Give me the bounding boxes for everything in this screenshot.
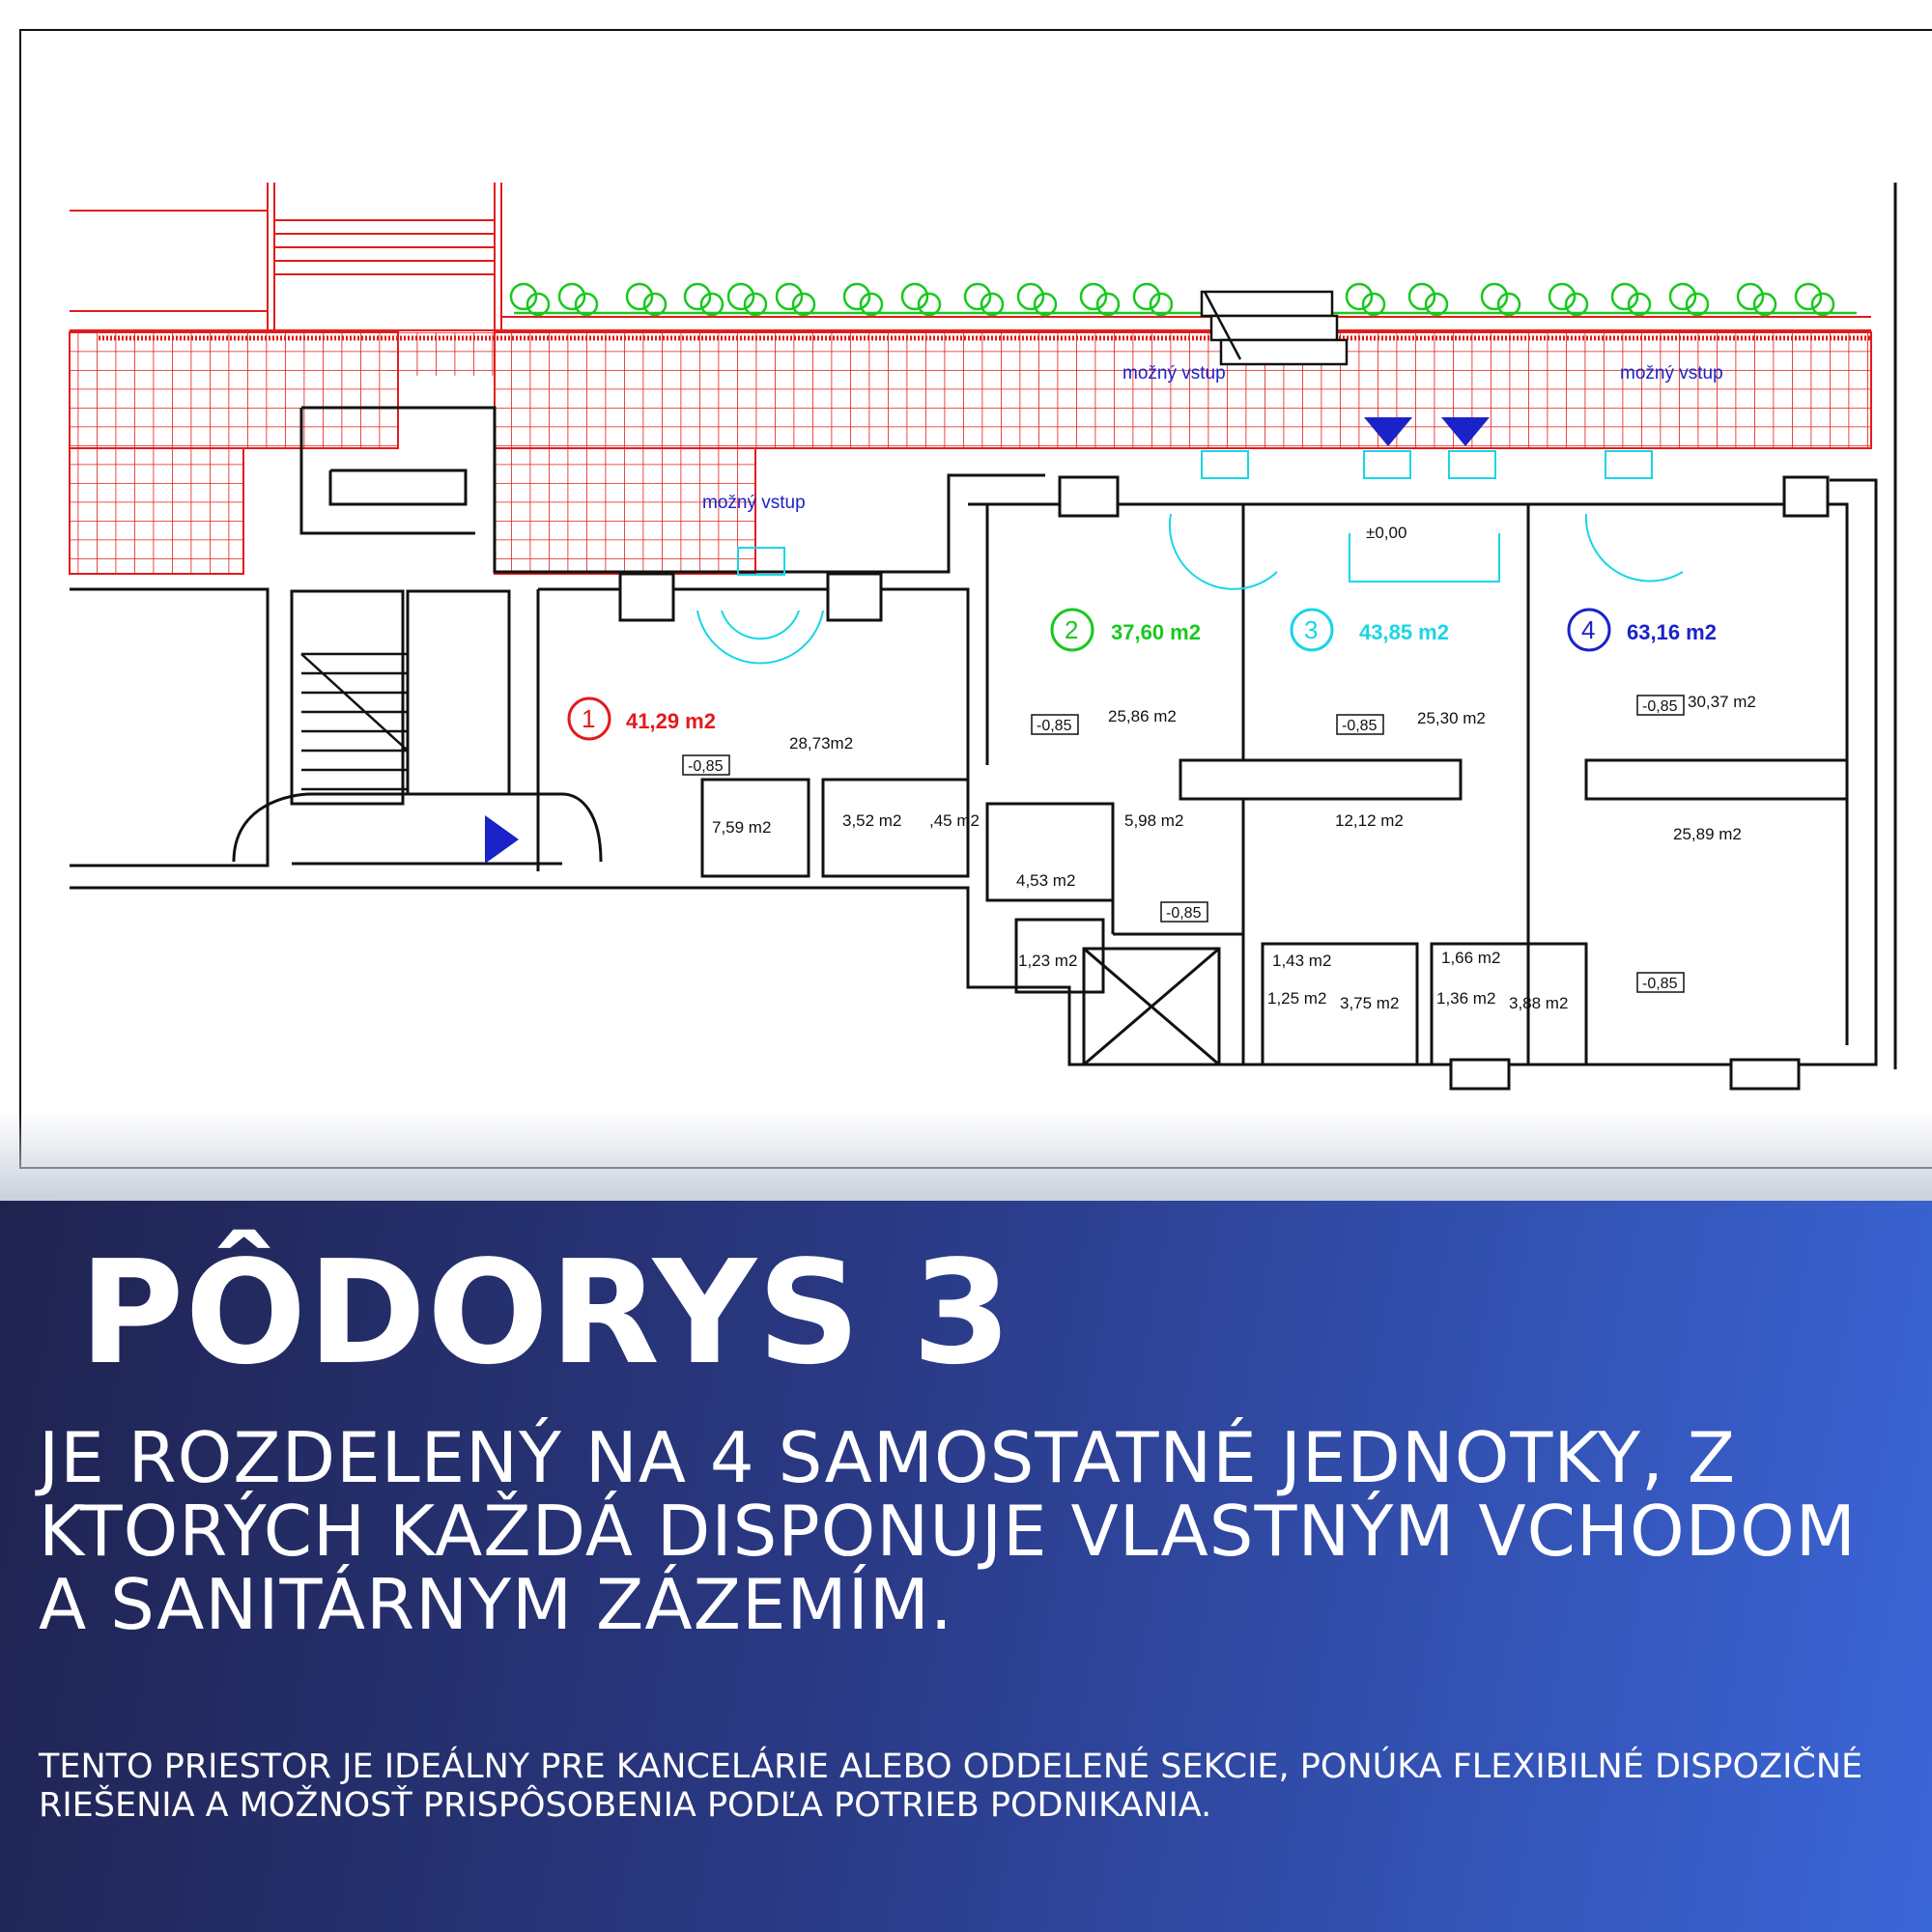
svg-text:4: 4 [1581, 615, 1596, 644]
building-walls [70, 183, 1895, 1089]
lead-text: JE ROZDELENÝ NA 4 SAMOSTATNÉ JEDNOTKY, Z KTORÝCH KAŽDÁ DISPONUJE VLASTNÝM VCHODOM A SANITÁRNYM ZÁZEMÍM. [39, 1417, 1857, 1645]
room-area: 1,43 m2 [1272, 952, 1332, 970]
room-area: 1,25 m2 [1267, 989, 1327, 1008]
svg-text:37,60 m2: 37,60 m2 [1111, 620, 1201, 644]
svg-text:-0,85: -0,85 [1037, 718, 1072, 734]
floor-plan [21, 31, 1932, 1169]
shrubs [511, 284, 1857, 315]
unit-3-badge [1292, 610, 1449, 650]
plan-fade [0, 1111, 1932, 1203]
svg-text:43,85 m2: 43,85 m2 [1359, 620, 1449, 644]
room-area: ,45 m2 [929, 811, 980, 830]
room-area: 3,75 m2 [1340, 994, 1400, 1012]
terrace [70, 183, 1871, 574]
room-area: 30,37 m2 [1688, 693, 1756, 711]
possible-entrance-label: možný vstup [1620, 363, 1723, 384]
room-area: 25,86 m2 [1108, 707, 1177, 725]
room-area: 28,73m2 [789, 734, 854, 753]
svg-text:3: 3 [1304, 615, 1319, 644]
sub-text: TENTO PRIESTOR JE IDEÁLNY PRE KANCELÁRIE ALEBO ODDELENÉ SEKCIE, PONÚKA FLEXIBILNÉ DISPOZIČNÉ RIEŠENIA A MOŽNOSŤ PRISPÔSOBENIA PODĽA POTRIEB PODNIKANIA. [39, 1747, 1863, 1825]
level-label: ±0,00 [1366, 524, 1407, 542]
svg-text:63,16 m2: 63,16 m2 [1627, 620, 1717, 644]
staircase [301, 654, 408, 789]
svg-text:1: 1 [582, 704, 596, 733]
room-area: 3,88 m2 [1509, 994, 1569, 1012]
svg-text:-0,85: -0,85 [1642, 698, 1678, 715]
room-area: 25,30 m2 [1417, 709, 1486, 727]
possible-entrance-label: možný vstup [1122, 363, 1226, 384]
svg-text:-0,85: -0,85 [688, 758, 724, 775]
room-area: 12,12 m2 [1335, 811, 1404, 830]
info-banner [0, 1201, 1932, 1932]
unit-4-badge [1569, 610, 1717, 650]
room-area: 1,66 m2 [1441, 949, 1501, 967]
svg-text:2: 2 [1065, 615, 1079, 644]
page-title: PÔDORYS 3 [79, 1230, 1013, 1396]
svg-text:-0,85: -0,85 [1642, 976, 1678, 992]
room-area: 25,89 m2 [1673, 825, 1742, 843]
room-area: 7,59 m2 [712, 818, 772, 837]
unit-1-badge [569, 698, 716, 739]
floor-plan-frame [19, 29, 1932, 1169]
room-area: 1,36 m2 [1436, 989, 1496, 1008]
unit-2-badge [1052, 610, 1201, 650]
room-area: 4,53 m2 [1016, 871, 1076, 890]
svg-text:41,29 m2: 41,29 m2 [626, 709, 716, 733]
room-area: 5,98 m2 [1124, 811, 1184, 830]
entrance-steps [1202, 292, 1347, 364]
room-area: 3,52 m2 [842, 811, 902, 830]
svg-text:-0,85: -0,85 [1342, 718, 1378, 734]
svg-text:-0,85: -0,85 [1166, 905, 1202, 922]
possible-entrance-label: možný vstup [702, 493, 806, 513]
room-area: 1,23 m2 [1018, 952, 1078, 970]
